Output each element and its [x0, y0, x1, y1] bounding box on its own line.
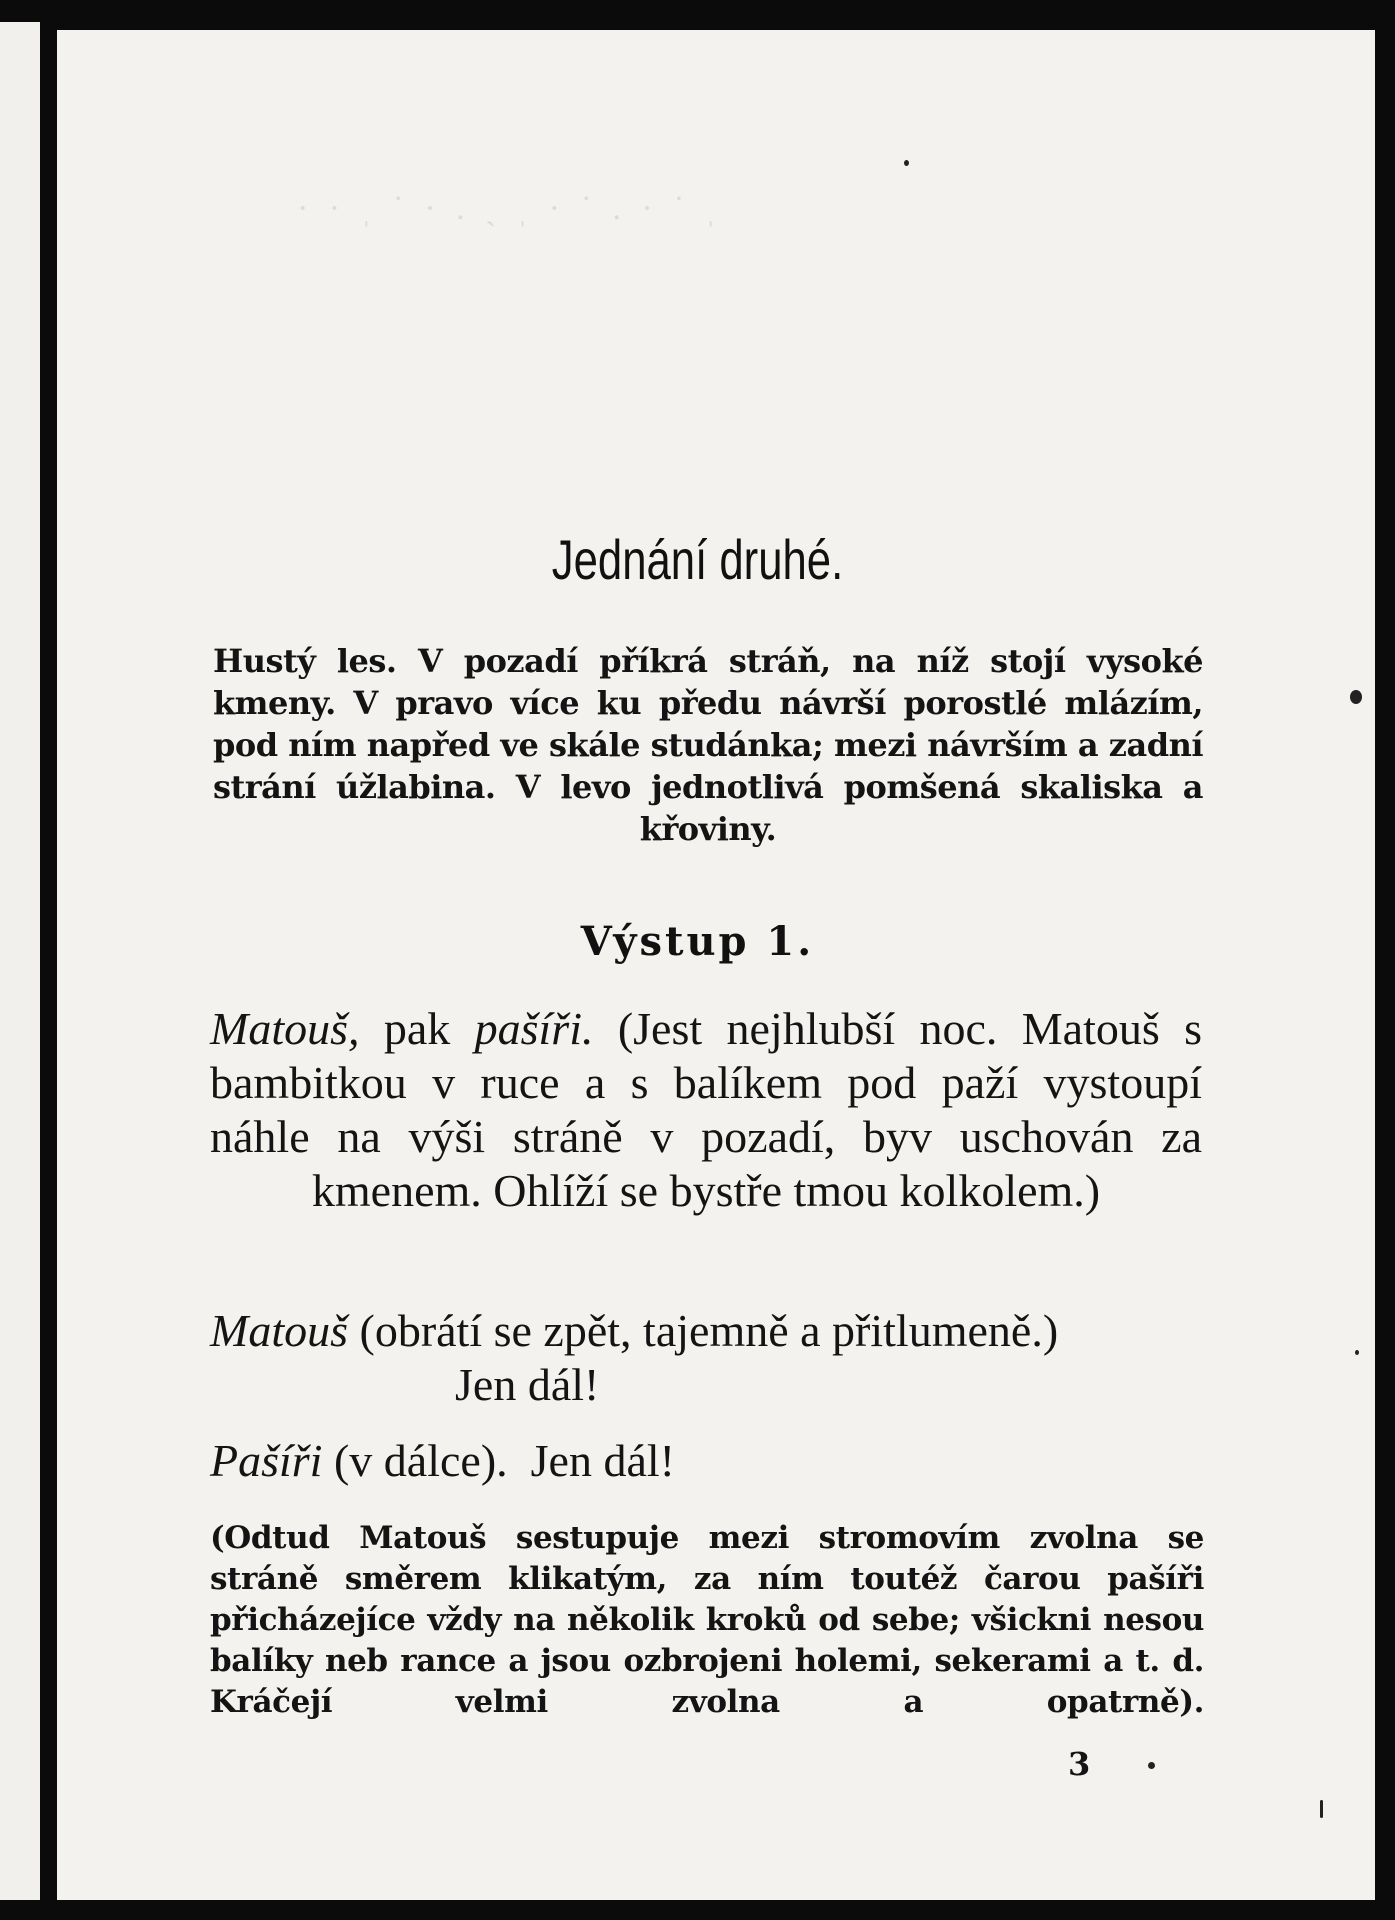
ink-speck: [904, 160, 909, 166]
scene-title: Výstup 1.: [580, 918, 815, 965]
character-name: pašíři.: [474, 1003, 594, 1054]
dialogue-line: [210, 1304, 1202, 1412]
ink-speck: [1355, 1350, 1359, 1355]
speaker-name: Matouš: [210, 1305, 348, 1356]
ink-speck: [1320, 1800, 1323, 1818]
closing-stage-direction: (Odtud Matouš sestupuje mezi stromovím zvolna se stráně směrem klikatým, za ním toutéž čarou pašíři přicházejíce vždy na několik kroků od sebe; všickni nesou balíky neb rance a jsou ozbrojeni holemi, sekerami a t. d. Kráčejí velmi zvolna a opatrně).: [210, 1520, 1204, 1720]
character-name: Matouš,: [210, 1003, 360, 1054]
inline-direction: (obrátí se zpět, tajemně a přitlumeně.): [348, 1305, 1059, 1356]
speaker-name: Pašíři: [210, 1435, 323, 1486]
connector-text: pak: [359, 1003, 475, 1054]
ink-speck: [1148, 1762, 1155, 1769]
ink-speck: [1350, 690, 1362, 704]
stage-direction-text: (Jest nejhlubší noc. Matouš s bambitkou v ruce a s balíkem pod paží vystoupí náhle na výši stráně v pozadí, byv uschován za kmenem. Ohlíží se bystře tmou kolkolem.): [210, 1003, 1202, 1216]
speech-text: Jen dál!: [507, 1435, 675, 1486]
setting-description: Hustý les. V pozadí příkrá stráň, na níž stojí vysoké kmeny. V pravo více ku předu návrší porostlé mlázím, pod ním napřed ve skále studánka; mezi návrším a zadní strání úžlabina. V levo jednotlivá pomšená skaliska a křoviny.: [213, 642, 1203, 848]
page-number: 3: [1068, 1745, 1091, 1783]
dialogue-line: [210, 1434, 1202, 1488]
speech-text: Jen dál!: [455, 1359, 600, 1410]
opening-stage-direction: [210, 1002, 1202, 1218]
inline-direction: (v dálce).: [322, 1435, 508, 1486]
bleed-through-text: · · ˌ ˙ · . ˏ ˌ · ˙ . · ˙ ˌ: [297, 190, 723, 227]
act-heading: Jednání druhé.: [551, 528, 844, 591]
